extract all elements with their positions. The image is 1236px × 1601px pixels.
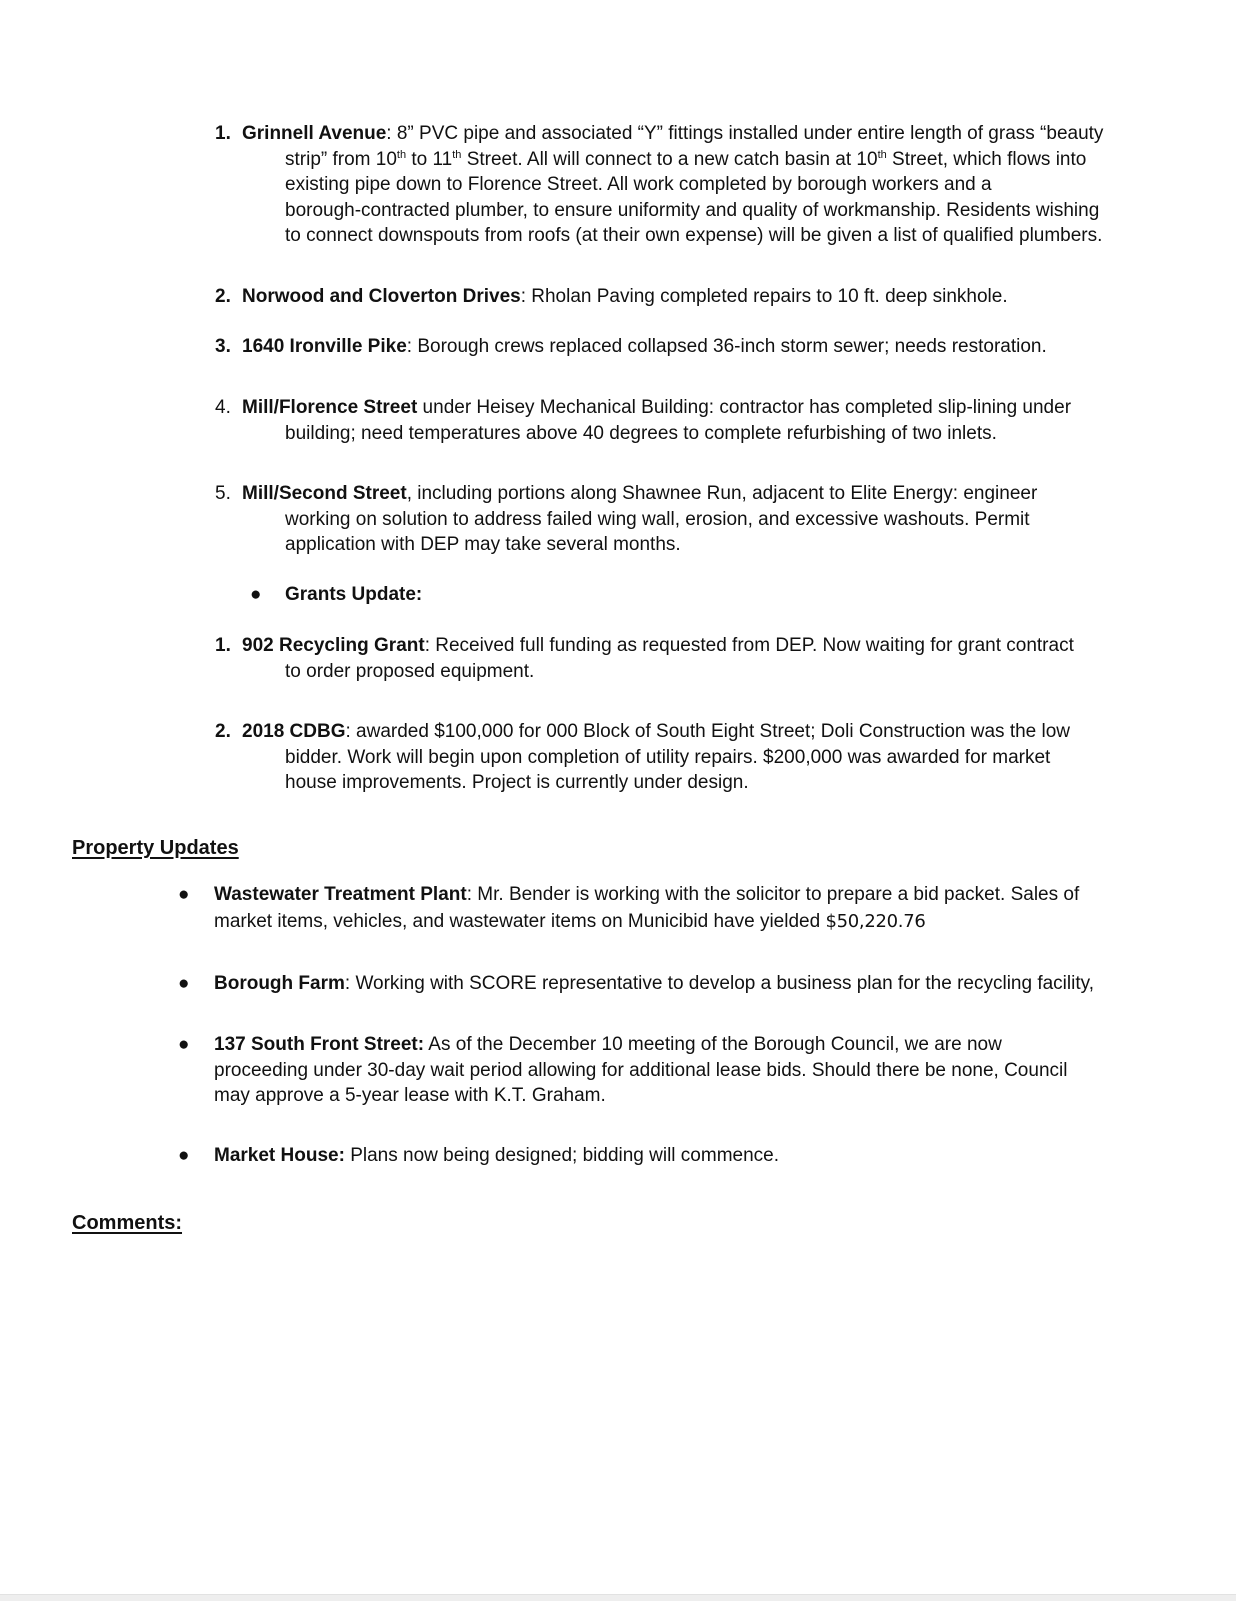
item-text-line: strip” from 10th to 11th Street. All will connect to a new catch basin at 10th Street, which flows into: [285, 148, 1087, 170]
grants-update-label: Grants Update:: [285, 584, 423, 605]
property-item-137-south-front: [178, 1032, 1150, 1109]
item-term: Market House:: [214, 1145, 345, 1166]
list-number: 1.: [215, 123, 231, 144]
storm-item-norwood-cloverton: [215, 284, 1150, 310]
item-text: : Rholan Paving completed repairs to 10 ft. deep sinkhole.: [520, 286, 1008, 307]
storm-item-mill-florence: [215, 395, 1150, 446]
list-number: 1.: [215, 635, 231, 656]
item-text: : Mr. Bender is working with the solicitor to prepare a bid packet. Sales of: [466, 884, 1080, 905]
item-text-line: proceeding under 30-day wait period allowing for additional lease bids. Should there be none, Council: [214, 1059, 1068, 1081]
item-text-line: building; need temperatures above 40 degrees to complete refurbishing of two inlets.: [285, 422, 997, 444]
item-text-line: bidder. Work will begin upon completion of utility repairs. $200,000 was awarded for market: [285, 746, 1051, 768]
item-text: Plans now being designed; bidding will commence.: [344, 1145, 780, 1166]
grant-item-cdbg: [215, 719, 1150, 796]
item-text: market items, vehicles, and wastewater items on Municibid have yielded: [214, 911, 826, 932]
grant-item-recycling: [215, 633, 1150, 684]
item-term: Mill/Florence Street: [242, 397, 418, 418]
sales-amount: $50,220.76: [825, 911, 926, 932]
comments-heading: Comments:: [72, 1212, 183, 1234]
item-text: under Heisey Mechanical Building: contractor has completed slip-lining under: [417, 397, 1072, 418]
item-text: : Received full funding as requested from DEP. Now waiting for grant contract: [424, 635, 1074, 656]
storm-item-mill-second: [215, 481, 1150, 558]
item-text-line: application with DEP may take several months.: [285, 534, 681, 555]
item-term: 902 Recycling Grant: [242, 635, 425, 656]
item-text: : awarded $100,000 for 000 Block of South Eight Street; Doli Construction was the low: [345, 721, 1071, 742]
item-term: Grinnell Avenue: [242, 123, 387, 144]
item-term: Mill/Second Street: [242, 483, 407, 504]
item-term: 137 South Front Street:: [214, 1034, 425, 1055]
item-term: Norwood and Cloverton Drives: [242, 286, 521, 307]
item-text: As of the December 10 meeting of the Borough Council, we are now: [424, 1034, 1002, 1055]
list-number: 4.: [215, 397, 231, 418]
item-text-line: existing pipe down to Florence Street. All work completed by borough workers and a: [285, 174, 992, 195]
bullet-icon: ●: [250, 584, 262, 605]
item-term: Borough Farm: [214, 973, 345, 994]
item-text: : 8” PVC pipe and associated “Y” fittings installed under entire length of grass “beauty: [386, 123, 1104, 144]
bullet-icon: ●: [178, 973, 190, 994]
item-text-line: working on solution to address failed wing wall, erosion, and excessive washouts. Permit: [285, 508, 1030, 530]
item-text: : Working with SCORE representative to develop a business plan for the recycling facility,: [344, 973, 1094, 994]
property-item-market-house: [178, 1143, 1150, 1169]
list-number: 2.: [215, 721, 231, 742]
storm-item-ironville-pike: [215, 334, 1150, 360]
property-updates-heading: Property Updates: [72, 837, 239, 859]
item-text-line: house improvements. Project is currently under design.: [285, 772, 749, 793]
bullet-icon: ●: [178, 1145, 190, 1166]
list-number: 2.: [215, 286, 231, 307]
property-item-borough-farm: [178, 971, 1150, 997]
item-term: Wastewater Treatment Plant: [214, 884, 467, 905]
storm-item-grinnell-avenue: [215, 121, 1150, 249]
item-text: : Borough crews replaced collapsed 36-inch storm sewer; needs restoration.: [406, 336, 1047, 357]
item-term: 2018 CDBG: [242, 721, 346, 742]
item-text: , including portions along Shawnee Run, adjacent to Elite Energy: engineer: [406, 483, 1038, 504]
item-text-line: may approve a 5-year lease with K.T. Graham.: [214, 1085, 606, 1106]
item-term: 1640 Ironville Pike: [242, 336, 407, 357]
bullet-icon: ●: [178, 884, 190, 905]
item-text-line: borough-contracted plumber, to ensure uniformity and quality of workmanship. Residents wishing: [285, 199, 1100, 221]
list-number: 3.: [215, 336, 231, 357]
property-item-wastewater: [178, 881, 1150, 935]
list-number: 5.: [215, 483, 231, 504]
item-text-line: to connect downspouts from roofs (at their own expense) will be given a list of qualified plumbers.: [285, 225, 1103, 246]
bullet-icon: ●: [178, 1034, 190, 1055]
item-text-line: to order proposed equipment.: [285, 660, 535, 682]
